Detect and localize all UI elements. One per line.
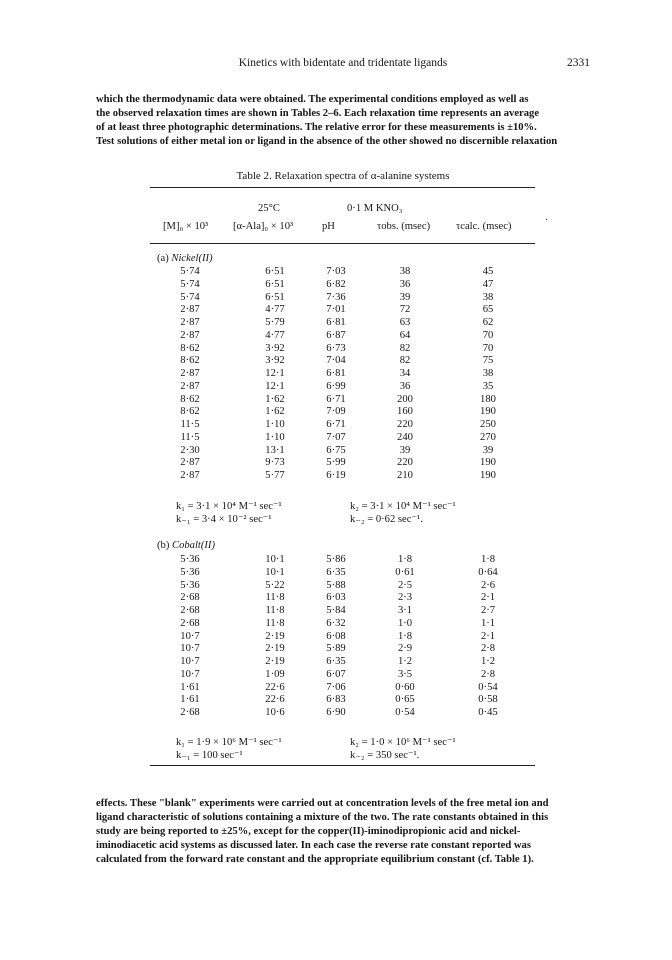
section-label: [157, 540, 215, 551]
intro-paragraph: [96, 93, 590, 149]
table-cell: 12·1: [265, 380, 285, 392]
table-cell: 4·77: [265, 329, 285, 341]
table-cell: 70: [482, 329, 494, 341]
table-cell: 65: [482, 304, 494, 316]
table-cell: 1·1: [480, 617, 496, 629]
table-cell: 6·51: [265, 278, 285, 290]
table-cell: 240: [397, 431, 413, 443]
table-cell: 1·0: [397, 617, 413, 629]
table-cell: 8·62: [180, 355, 200, 367]
table-cell: 47: [482, 278, 494, 290]
table-cell: 0·54: [395, 707, 415, 718]
rate-k2: k₂ = 3·1 × 10⁴ M⁻¹ sec⁻¹: [350, 501, 456, 512]
rate-k-minus1: k₋₁ = 3·4 × 10⁻² sec⁻¹: [176, 514, 272, 525]
section-label: [157, 253, 213, 264]
table-cell: 5·36: [180, 554, 200, 565]
table-cell: 6·81: [326, 368, 346, 379]
table-cell: 5·36: [180, 579, 200, 591]
intro-line: Test solutions of either metal ion or ligand in the absence of the other showed no discernible relaxation: [96, 136, 558, 147]
rate-k-minus1: k₋₁ = 100 sec⁻¹: [176, 750, 243, 761]
table-cell: 2·3: [397, 592, 413, 604]
table-cell: 5·22: [265, 579, 285, 591]
table-cell: 180: [480, 393, 496, 405]
table-cell: 1·10: [265, 431, 285, 443]
table-cell: 5·77: [265, 470, 285, 481]
table-cell: 6·08: [326, 630, 346, 642]
table-cell: 1·2: [397, 656, 413, 667]
table-cell: 2·8: [480, 668, 496, 680]
table-cell: 6·87: [326, 329, 346, 341]
table-cell: 10·7: [180, 643, 200, 655]
table-cell: 1·8: [480, 554, 496, 565]
header-medium: 0·1 M KNO₃: [347, 203, 403, 214]
table-cell: 2·5: [397, 579, 413, 591]
table-cell: 2·9: [397, 643, 413, 655]
table-cell: 8·62: [180, 342, 200, 354]
table-cell: 220: [397, 457, 413, 469]
table-cell: 39: [399, 444, 411, 456]
table-cell: 8·62: [180, 393, 200, 405]
table-cell: 2·87: [180, 368, 200, 379]
table-cell: 1·8: [397, 554, 413, 565]
table-cell: 10·7: [180, 668, 200, 680]
table-cell: 70: [482, 342, 494, 354]
table-cell: 2·19: [265, 656, 285, 667]
table-cell: 6·35: [326, 656, 346, 667]
table-cell: 7·36: [326, 291, 346, 303]
table-cell: 82: [399, 342, 411, 354]
table-cell: 0·58: [478, 694, 498, 706]
table-cell: 0·45: [478, 707, 498, 718]
table-cell: 63: [399, 317, 411, 328]
table-cell: 12·1: [265, 368, 285, 379]
table-cell: 82: [399, 355, 411, 367]
rate-k1: k₁ = 1·9 × 10⁶ M⁻¹ sec⁻¹: [176, 737, 282, 748]
table-cell: 22·6: [265, 694, 285, 706]
table-cell: 190: [480, 406, 496, 418]
table-cell: 11·8: [265, 605, 285, 616]
table-cell: 72: [399, 304, 411, 316]
table-cell: 11·5: [180, 431, 200, 443]
table-cell: 0·54: [478, 681, 498, 693]
table-cell: 34: [399, 368, 411, 379]
table-cell: 38: [399, 266, 411, 277]
table-cell: 45: [482, 266, 494, 277]
table-cell: 10·6: [265, 707, 285, 718]
table-cell: 2·19: [265, 630, 285, 642]
table-cell: 6·90: [326, 707, 346, 718]
table-cell: 36: [399, 278, 411, 290]
table-cell: 1·10: [265, 419, 285, 430]
table-cell: 2·87: [180, 317, 200, 328]
table-cell: 13·1: [265, 444, 285, 456]
table-cell: 3·92: [265, 342, 285, 354]
table-cell: 220: [397, 419, 413, 430]
table-cell: 6·82: [326, 278, 346, 290]
table-cell: 5·74: [180, 278, 200, 290]
table-cell: 7·01: [326, 304, 346, 316]
table-cell: 11·5: [180, 419, 200, 430]
table-cell: 22·6: [265, 681, 285, 693]
table-cell: 36: [399, 380, 411, 392]
table-cell: 200: [397, 393, 413, 405]
table-cell: 2·68: [180, 617, 200, 629]
table-cell: 6·81: [326, 317, 346, 328]
table-cell: 2·87: [180, 329, 200, 341]
rate-k-minus2: k₋₂ = 350 sec⁻¹.: [350, 750, 420, 761]
table-caption: Table 2. Relaxation spectra of α-alanine systems: [236, 170, 450, 182]
table-cell: 75: [482, 355, 494, 367]
table-cell: 39: [482, 444, 494, 456]
table-cell: 5·99: [326, 457, 346, 469]
table-cell: 10·7: [180, 630, 200, 642]
table-cell: 6·51: [265, 266, 285, 277]
table-cell: 7·06: [326, 681, 346, 693]
closing-line: study are being reported to ±25%, except for the copper(II)-iminodipropionic acid and nickel-: [96, 826, 521, 837]
table-cell: 11·8: [265, 617, 285, 629]
table-cell: 9·73: [265, 457, 285, 469]
rate-k-minus2: k₋₂ = 0·62 sec⁻¹.: [350, 514, 423, 525]
table-cell: 6·07: [326, 668, 346, 680]
table-cell: 2·68: [180, 605, 200, 616]
table-cell: 6·99: [326, 380, 346, 392]
table-cell: 39: [399, 291, 411, 303]
table-cell: 5·74: [180, 266, 200, 277]
table-cell: 250: [480, 419, 496, 430]
table-cell: 5·84: [326, 605, 346, 616]
table-cell: 6·83: [326, 694, 346, 706]
table-cell: 2·7: [480, 605, 496, 616]
table-cell: 35: [482, 380, 494, 392]
running-title: Kinetics with bidentate and tridentate ligands: [238, 57, 448, 69]
table-cell: 270: [480, 431, 496, 443]
table-cell: 2·8: [480, 643, 496, 655]
table-cell: 2·87: [180, 380, 200, 392]
table-cell: 7·03: [326, 266, 346, 277]
table-cell: 5·86: [326, 554, 346, 565]
table-cell: 7·09: [326, 406, 346, 418]
closing-line: effects. These "blank" experiments were carried out at concentration levels of the free metal ion and: [96, 798, 549, 809]
table-cell: 1·62: [265, 406, 285, 418]
table-cell: 2·68: [180, 592, 200, 604]
table-cell: 2·87: [180, 457, 200, 469]
table-cell: 6·71: [326, 393, 346, 405]
table-bottom-rule: [150, 765, 535, 766]
intro-line: which the thermodynamic data were obtained. The experimental conditions employed as well as: [96, 94, 529, 105]
table-cell: 3·5: [397, 668, 413, 680]
table-cell: 7·04: [326, 355, 346, 367]
table-cell: 6·71: [326, 419, 346, 430]
section-metal: Nickel(II): [171, 253, 213, 264]
table-cell: 64: [399, 329, 411, 341]
rate-k1: k₁ = 3·1 × 10⁴ M⁻¹ sec⁻¹: [176, 501, 282, 512]
table-cell: 5·88: [326, 579, 346, 591]
closing-line: ligand characteristic of solutions containing a mixture of the two. The rate constants obtained in this: [96, 812, 549, 823]
col-header-ligand: [α-Ala]₀ × 10³: [233, 221, 294, 232]
table-cell: 3·92: [265, 355, 285, 367]
table-cell: 10·1: [265, 566, 285, 578]
col-header-tau-calc: τcalc. (msec): [456, 221, 512, 232]
closing-line: calculated from the forward rate constant and the appropriate equilibrium constant (cf. Table 1).: [96, 854, 534, 865]
table-cell: 0·60: [395, 681, 415, 693]
table-cell: 2·87: [180, 470, 200, 481]
table-cell: 210: [397, 470, 413, 481]
table-cell: 6·51: [265, 291, 285, 303]
table-cell: 6·03: [326, 592, 346, 604]
table-cell: 7·07: [326, 431, 346, 443]
header-temperature: 25°C: [258, 203, 280, 214]
stray-mark: ·: [545, 215, 549, 226]
table-cell: 0·61: [395, 566, 415, 578]
table-cell: 2·1: [480, 592, 496, 604]
table-cell: 6·75: [326, 444, 346, 456]
table-cell: 1·61: [180, 694, 200, 706]
table-cell: 1·09: [265, 668, 285, 680]
table-cell: 2·1: [480, 630, 496, 642]
table-cell: 6·35: [326, 566, 346, 578]
table-cell: 2·30: [180, 444, 200, 456]
table-cell: 2·19: [265, 643, 285, 655]
section-metal: Cobalt(II): [172, 540, 215, 551]
col-header-ph: pH: [322, 221, 335, 232]
rate-k2: k₂ = 1·0 × 10⁶ M⁻¹ sec⁻¹: [350, 737, 456, 748]
section-prefix: (a): [157, 253, 172, 264]
intro-line: the observed relaxation times are shown in Tables 2–6. Each relaxation time represents an average: [96, 108, 540, 119]
intro-line: of at least three photographic determinations. The relative error for these measurements is ±10%.: [96, 122, 537, 133]
table-top-rule: [150, 187, 535, 188]
table-cell: 2·68: [180, 707, 200, 718]
table-cell: 6·19: [326, 470, 346, 481]
closing-line: iminodiacetic acid systems as discussed later. In each case the reverse rate constant reported was: [96, 840, 531, 851]
col-header-tau-obs: τobs. (msec): [377, 221, 431, 232]
table-cell: 3·1: [397, 605, 413, 616]
table-cell: 2·87: [180, 304, 200, 316]
page-number: 2331: [567, 57, 590, 69]
table-cell: 1·2: [480, 656, 496, 667]
table-cell: 190: [480, 457, 496, 469]
table-cell: 8·62: [180, 406, 200, 418]
table-cell: 4·77: [265, 304, 285, 316]
table-cell: 160: [397, 406, 413, 418]
table-cell: 0·65: [395, 694, 415, 706]
col-header-metal: [M]₀ × 10³: [163, 221, 209, 232]
table-cell: 6·32: [326, 617, 346, 629]
table-cell: 11·8: [265, 592, 285, 604]
table-cell: 5·89: [326, 643, 346, 655]
table-cell: 5·74: [180, 291, 200, 303]
table-cell: 62: [482, 317, 494, 328]
table-cell: 1·61: [180, 681, 200, 693]
table-cell: 10·7: [180, 656, 200, 667]
table-cell: 6·73: [326, 342, 346, 354]
table-header-rule: [150, 243, 535, 244]
closing-paragraph: [96, 797, 590, 867]
table-cell: 10·1: [265, 554, 285, 565]
table-cell: 2·6: [480, 579, 496, 591]
table-cell: 1·8: [397, 630, 413, 642]
table-cell: 5·79: [265, 317, 285, 328]
table-cell: 38: [482, 368, 494, 379]
section-prefix: (b): [157, 540, 173, 551]
table-cell: 1·62: [265, 393, 285, 405]
table-cell: 190: [480, 470, 496, 481]
table-cell: 5·36: [180, 566, 200, 578]
page-header: [96, 57, 590, 75]
table-cell: 0·64: [478, 566, 498, 578]
table-cell: 38: [482, 291, 494, 303]
